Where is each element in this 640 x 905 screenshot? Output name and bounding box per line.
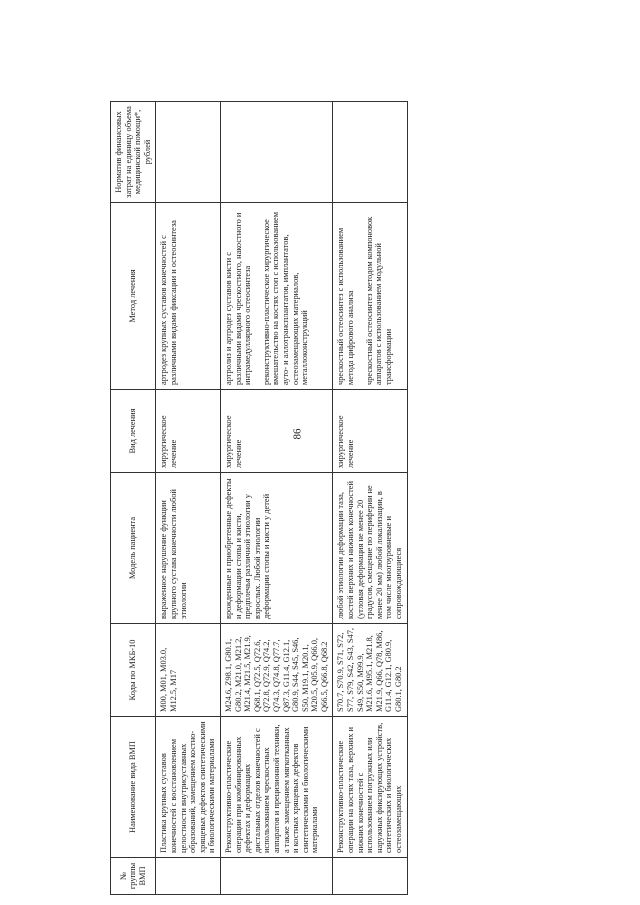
- header-norm: Норматив финансовых затрат на единицу объема медицинской помощи*, рублей: [111, 102, 156, 203]
- cell-name: Реконструктивно-пластические операции при комбинированных дефектах и деформациях дистальных отделов конечностей с использованием чрескостных аппаратов и прецизионной техники, а также замещением мягкотканных и костных хрящевых дефектов синтетическими и биологическими материалами: [220, 717, 333, 858]
- table-row: [220, 102, 333, 895]
- cell-treatment: хирургическое лечение: [156, 390, 221, 473]
- table-header-row: [111, 102, 156, 895]
- cell-name: Пластика крупных суставов конечностей с восстановлением целостности внутрисуставных образований, замещением костно-хрящевых дефектов синтетическими и биологическими материалами: [156, 717, 221, 858]
- cell-model: врожденные и приобретенные дефекты и деформации стопы и кисти, предплечья различной этиологии у взрослых. Любой этиологии деформации стопы и кисти у детей: [220, 473, 333, 624]
- cell-group: [220, 858, 333, 895]
- method-a: артролиз и артродез суставов кисти с различными видами чрескостного, накостного и интрамедуллярного остеосинтеза: [223, 212, 253, 385]
- method-a: чрескостный остеосинтез с использованием метода цифрового анализа: [336, 227, 356, 385]
- table-row: [156, 102, 221, 895]
- cell-group: [333, 858, 407, 895]
- method-b: реконструктивно-пластическое хирургическое вмешательство на костях стоп с использованием ауто- и аллотрансплантатов, имплантатов, остеозамещающих материалов, металлоконструкций: [261, 211, 310, 385]
- cell-name: Реконструктивно-пластические операции на костях таза, верхних и нижних конечностей с использованием погружных или наружных фиксирующих устройств, синтетических и биологических остеозамещающих: [333, 717, 407, 858]
- cell-method: [220, 203, 333, 390]
- cell-norm: [220, 102, 333, 203]
- header-treatment: Вид лечения: [111, 390, 156, 473]
- method-gap: [253, 207, 262, 385]
- page-number: 86: [291, 428, 304, 440]
- cell-treatment: хирургическое лечение: [333, 390, 407, 473]
- header-model: Модель пациента: [111, 473, 156, 624]
- cell-method: [156, 203, 221, 390]
- cell-codes: M00, M01, M03.0, M12.5, M17: [156, 624, 221, 717]
- table-row: [333, 102, 407, 895]
- header-method: Метод лечения: [111, 203, 156, 390]
- method-gap: [356, 207, 365, 385]
- header-group: № группы ВМП: [111, 858, 156, 895]
- cell-norm: [156, 102, 221, 203]
- vmp-table: [110, 101, 408, 895]
- cell-norm: [333, 102, 407, 203]
- header-name: Наименование вида ВМП: [111, 717, 156, 858]
- method-a: артродез крупных суставов конечностей с различными видами фиксации и остеосинтеза: [159, 220, 178, 385]
- cell-group: [156, 858, 221, 895]
- method-b: чрескостный остеосинтез методом компоновок аппаратов с использованием модульной трансформации: [364, 216, 393, 385]
- header-codes: Коды по МКБ-10: [111, 624, 156, 717]
- cell-codes: M24.6, Z98.1, G80.1, G80.2, M21.0, M21.2, M21.4, M21.5, M21.9, Q68.1, Q72.5, Q72.6, Q72.8, Q72.9, Q74.2, Q74.3, Q74.8, Q77.7, Q87.3, G11.4, G12.1, G80.9, S44, S45, S46, S50, M19.1, M20.1, M20.5, Q05.9, Q66.0, Q66.5, Q66.8, Q68.2: [220, 624, 333, 717]
- cell-model: любой этиологии деформации таза, костей верхних и нижних конечностей (угловая деформация не менее 20 градусов, смещение по периферии не менее 20 мм) любой локализации, в том числе многоуровневые и сопровождающиеся: [333, 473, 407, 624]
- cell-codes: S70.7, S70.9, S71, S72, S77, S79, S42, S43, S47, S49, S50, M99.9, M21.6, M95.1, M21.8, M21.9, Q66, Q78, M86, G11.4, G12.1, G80.9, G80.1, G80.2: [333, 624, 407, 717]
- cell-treatment: хирургическое лечение: [220, 390, 333, 473]
- cell-model: выраженное нарушение функции крупного сустава конечности любой этиологии: [156, 473, 221, 624]
- cell-method: [333, 203, 407, 390]
